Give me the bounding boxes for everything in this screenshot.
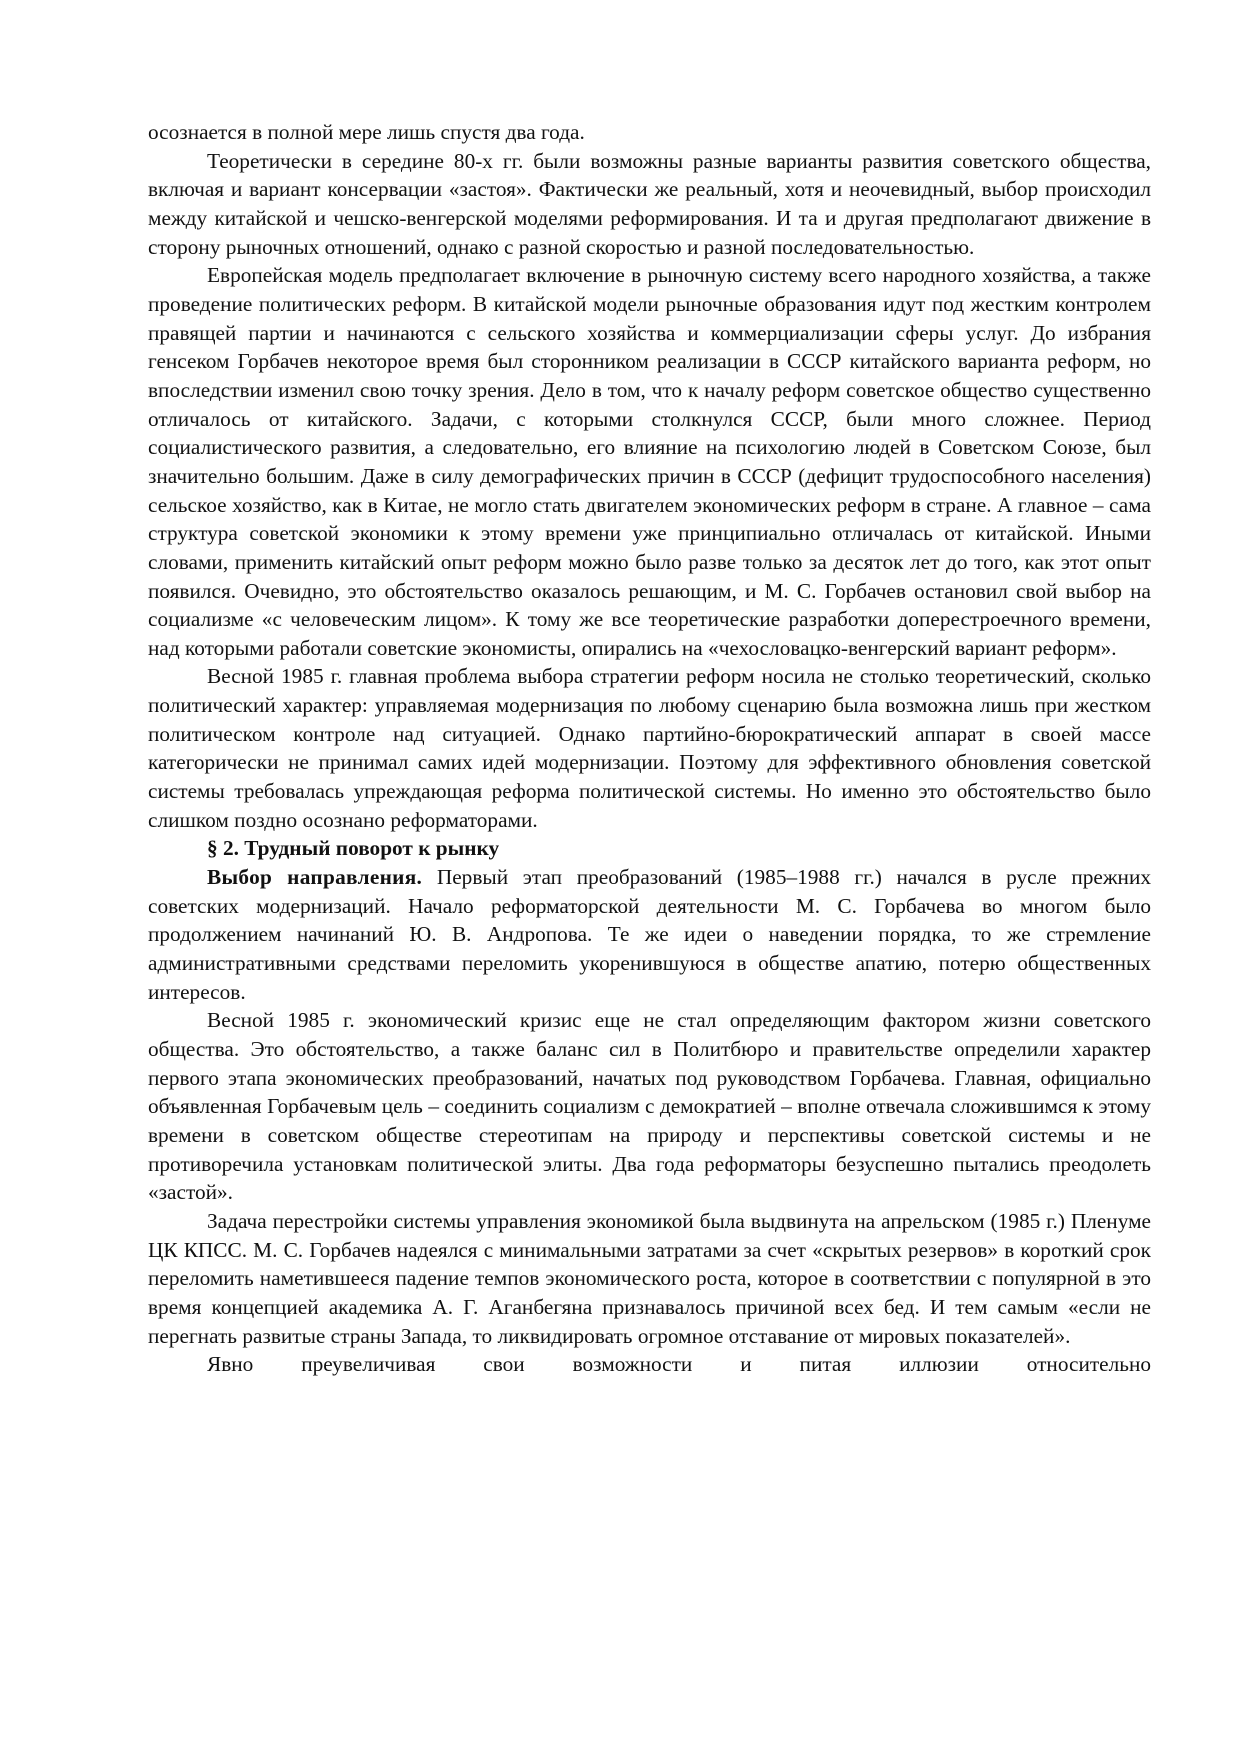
- paragraph-april-plenum: Задача перестройки системы управления экономикой была выдвинута на апрельском (1985 г.) Пленуме ЦК КПСС. М. С. Горбачев надеялся с минимальными затратами за счет «скрытых резервов» в короткий срок переломить наметившееся падение темпов экономического роста, которое в соответствии с популярной в это время концепцией академика А. Г. Аганбегяна признавалось причиной всех бед. И тем самым «если не перегнать развитые страны Запада, то ликвидировать огромное отставание от мировых показателей».: [148, 1208, 1151, 1348]
- document-page: [148, 118, 1151, 1379]
- paragraph-theory: Теоретически в середине 80-х гг. были возможны разные варианты развития советского общества, включая и вариант консервации «застоя». Фактически же реальный, хотя и неочевидный, выбор происходил между китайской и чешско-венгерской моделями реформирования. И та и другая предполагают движение в сторону рыночных отношений, однако с разной скоростью и разной последовательностью.: [148, 148, 1151, 259]
- paragraph-lead-title: Выбор направления.: [207, 865, 423, 890]
- section-heading: § 2. Трудный поворот к рынку: [207, 836, 500, 861]
- paragraph-choice-of-direction: [148, 863, 1151, 1006]
- paragraph-continuation: осознается в полной мере лишь спустя два года.: [148, 120, 585, 144]
- paragraph-economic-crisis: Весной 1985 г. экономический кризис еще не стал определяющим фактором жизни советского общества. Это обстоятельство, а также баланс сил в Политбюро и правительстве определили характер первого этапа экономических преобразований, начатых под руководством Горбачева. Главная, официально объявленная Горбачевым цель – соединить социализм с демократией – вполне отвечала сложившимся к этому времени в советском обществе стереотипам на природу и перспективы советской системы и не противоречила установкам политической элиты. Два года реформаторы безуспешно пытались преодолеть «застой».: [148, 1008, 1151, 1205]
- paragraph-spring-1985-strategy: Весной 1985 г. главная проблема выбора стратегии реформ носила не столько теоретический, сколько политический характер: управляемая модернизация по любому сценарию была возможна лишь при жестком политическом контроле над ситуацией. Однако партийно-бюрократический аппарат в своей массе категорически не принимал самих идей модернизации. Поэтому для эффективного обновления советской системы требовалась упреждающая реформа политической системы. Но именно это обстоятельство было слишком поздно осознано реформаторами.: [148, 664, 1151, 832]
- paragraph-european-model: Европейская модель предполагает включение в рыночную систему всего народного хозяйства, а также проведение политических реформ. В китайской модели рыночные образования идут под жестким контролем правящей партии и начинаются с сельского хозяйства и коммерциализации сферы услуг. До избрания генсеком Горбачев некоторое время был сторонником реализации в СССР китайского варианта реформ, но впоследствии изменил свою точку зрения. Дело в том, что к началу реформ советское общество существенно отличалось от китайского. Задачи, с которыми столкнулся СССР, были много сложнее. Период социалистического развития, а следовательно, его влияние на психологию людей в Советском Союзе, был значительно большим. Даже в силу демографических причин в СССР (дефицит трудоспособного населения) сельское хозяйство, как в Китае, не могло стать двигателем экономических реформ в стране. А главное – сама структура советской экономики к этому времени уже принципиально отличалась от китайской. Иными словами, применить китайский опыт реформ можно было разве только за десяток лет до того, как этот опыт появился. Очевидно, это обстоятельство оказалось решающим, и М. С. Горбачев остановил свой выбор на социализме «с человеческим лицом». К тому же все теоретические разработки доперестроечного времени, над которыми работали советские экономисты, опирались на «чехословацко-венгерский вариант реформ».: [148, 263, 1151, 660]
- paragraph-trailing: Явно преувеличивая свои возможности и питая иллюзии относительно: [207, 1352, 1151, 1377]
- paragraph-lead-body: Первый этап преобразований (1985–1988 гг.) начался в русле прежних советских модернизаций. Начало реформаторской деятельности М. С. Горбачева во многом было продолжением начинаний Ю. В. Андропова. Те же идеи о наведении порядка, то же стремление административными средствами переломить укоренившуюся в обществе апатию, потерю общественных интересов.: [148, 865, 1152, 1004]
